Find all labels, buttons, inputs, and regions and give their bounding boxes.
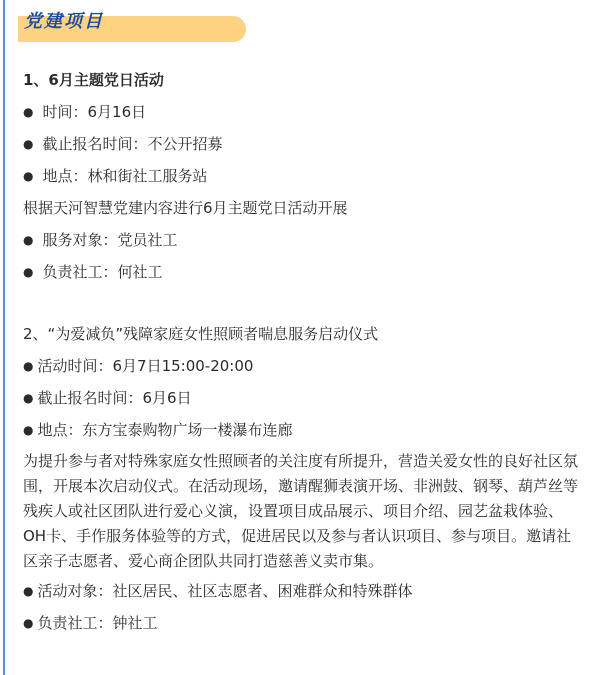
item-1-heading: 1、6月主题党日活动 (23, 71, 164, 89)
item-1-audience: ● 服务对象：党员社工 (23, 224, 583, 256)
item-2-audience: ● 活动对象：社区居民、社区志愿者、困难群众和特殊群体 (23, 575, 583, 607)
item-2-location: ● 地点：东方宝泰购物广场一楼瀑布连廊 (23, 414, 583, 446)
item-spacer (23, 288, 583, 318)
item-1-description: 根据天河智慧党建内容进行6月主题党日活动开展 (23, 199, 348, 217)
section-title: 党建项目 (24, 11, 104, 32)
item-1-time: ● 时间：6月16日 (23, 96, 583, 128)
item-2-staff: ● 负责社工：钟社工 (23, 607, 583, 639)
left-accent-rule (3, 0, 5, 675)
item-1-location: ● 地点：林和街社工服务站 (23, 160, 583, 192)
item-2-deadline: ● 截止报名时间：6月6日 (23, 382, 583, 414)
article-body (23, 64, 583, 639)
item-1-staff: ● 负责社工：何社工 (23, 256, 583, 288)
item-2-heading: 2、“为爱减负”残障家庭女性照顾者喘息服务启动仪式 (23, 325, 379, 343)
item-2-time: ● 活动时间：6月7日15:00-20:00 (23, 350, 583, 382)
item-2-description: 为提升参与者对特殊家庭女性照顾者的关注度有所提升，营造关爱女性的良好社区氛围，开展本次启动仪式。在活动现场，邀请醒狮表演开场、非洲鼓、钢琴、葫芦丝等残疾人或社区团队进行爱心义演，设置项目成品展示、项目介绍、园艺盆栽体验、OH卡、手作服务体验等的方式，促进居民以及参与者认识项目、参与项目。邀请社区亲子志愿者、爱心商企团队共同打造慈善义卖市集。 (23, 452, 579, 570)
item-1-deadline: ● 截止报名时间：不公开招募 (23, 128, 583, 160)
